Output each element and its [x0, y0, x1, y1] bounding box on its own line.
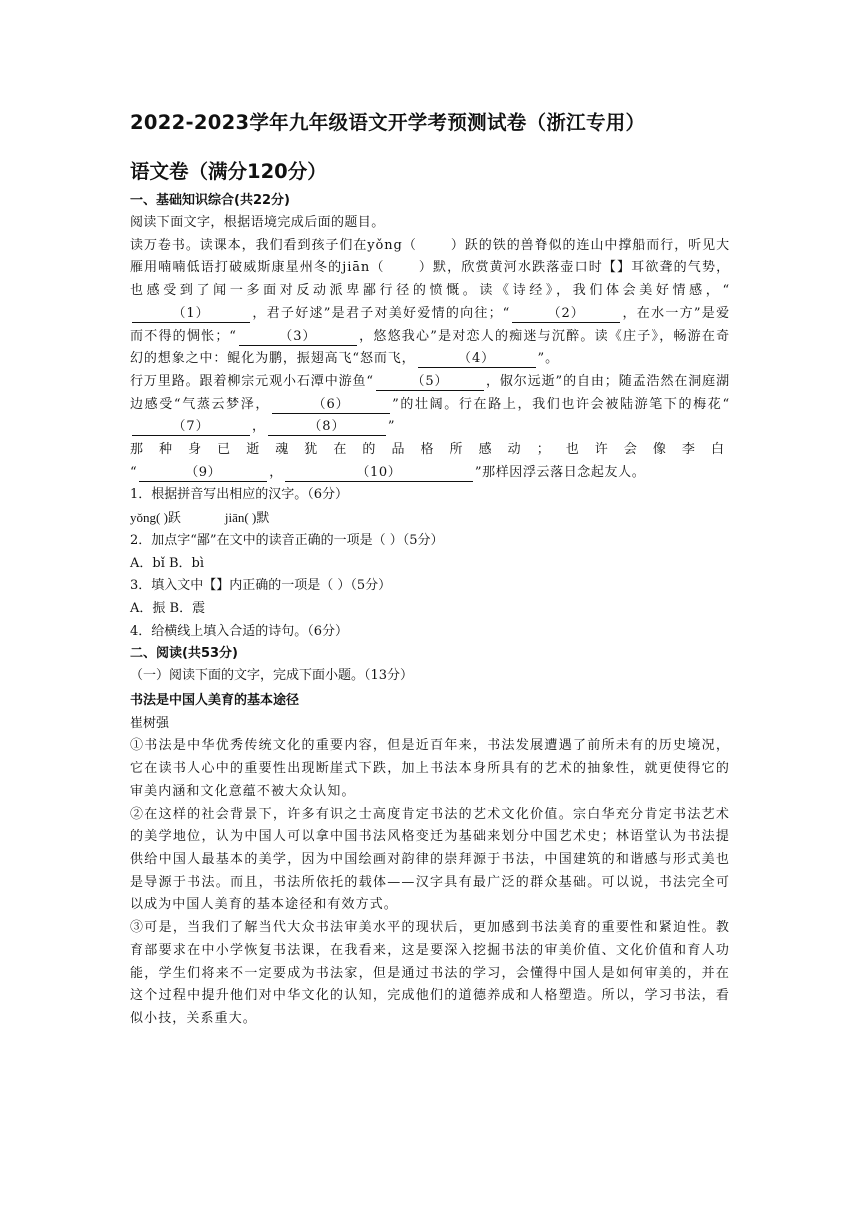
- article-body: [130, 735, 730, 1030]
- blank-9[interactable]: （9）: [139, 465, 267, 482]
- question-1-answer-line: [130, 507, 730, 530]
- blank-2[interactable]: （2）: [512, 306, 620, 323]
- blank-8[interactable]: （8）: [268, 419, 386, 436]
- passage-text: ，在水一方”是爱而不得的惆怅；“: [130, 305, 730, 344]
- blank-10[interactable]: （10）: [285, 465, 473, 482]
- question-4: 4．给横线上填入合适的诗句。（6分）: [130, 623, 349, 639]
- blank-1[interactable]: （1）: [132, 306, 250, 323]
- question-1: 1．根据拼音写出相应的汉字。（6分）: [130, 487, 349, 503]
- instruction-text: 阅读下面文字，根据语境完成后面的题目。: [130, 215, 385, 230]
- blank-5[interactable]: （5）: [376, 374, 484, 391]
- passage-text: ”那样因浮云落日念起友人。: [474, 464, 646, 480]
- exam-subtitle: 语文卷（满分120分）: [130, 160, 327, 183]
- passage-text: 那种身已逝魂犹在的品格所感动；也许会像李白: [130, 442, 730, 458]
- question-2: 2．加点字“鄙”在文中的读音正确的一项是（ ）（5分）: [130, 532, 444, 548]
- question-2-options[interactable]: A．bǐ B．bì: [130, 555, 205, 571]
- article-title: 书法是中国人美育的基本途径: [130, 693, 300, 709]
- blank-4[interactable]: （4）: [418, 351, 536, 368]
- question-3: 3．填入文中【】内正确的一项是（ ）（5分）: [130, 578, 392, 594]
- passage-text: ）默，欣赏黄河水跌落壶口时【】耳欲聋的气势，也感受到了闻一多面对反动派卑鄙行径的愤慨。读《诗经》，我们体会美好情感，“: [130, 260, 730, 299]
- passage-text: ，俶尔远逝”的自由；随孟浩然在洞庭湖边感受“气蒸云梦泽，: [130, 373, 730, 412]
- passage-text: ，悠悠我心”是对恋人的痴迷与沉醉。读《庄子》，畅游在奇幻的想象之中：鲲化为鹏，振翅高飞“怒而飞，: [130, 328, 730, 367]
- blank-7[interactable]: （7）: [132, 419, 250, 436]
- passage-spread-line: [130, 439, 730, 462]
- passage-text: ”。: [537, 351, 559, 367]
- article-paragraph-2: ②在这样的社会背景下，许多有识之士高度肯定书法的艺术文化价值。宗白华充分肯定书法艺术的美学地位，认为中国人可以拿中国书法风格变迁为基础来划分中国艺术史；林语堂认为书法提供给中国人最基本的美学，因为中国绘画对韵律的崇拜源于书法，中国建筑的和谐感与形式美也是导源于书法。而且，书法所依托的载体——汉字具有最广泛的群众基础。可以说，书法完全可以成为中国人美育的基本途径和有效方式。: [130, 806, 730, 913]
- exam-title: 2022-2023学年九年级语文开学考预测试卷（浙江专用）: [130, 111, 646, 134]
- blank-3[interactable]: （3）: [239, 329, 357, 346]
- passage-text: ，君子好逑”是君子对美好爱情的向往；“: [252, 305, 511, 321]
- passage-paragraph-travel: 行万里路。跟着柳宗元观小石潭中游鱼“ （5） ，俶尔远逝”的自由；随孟浩然在洞庭湖边感受“气蒸云梦泽， （6） ”的壮阔。行在路上，我们也许会被陆游笔下的梅花“（7） ， （8） ”: [130, 373, 730, 435]
- passage-text: ”: [387, 419, 396, 435]
- section-heading-reading: 二、阅读(共53分): [130, 646, 238, 662]
- passage-last-line: “ （9） ， （10） ”那样因浮云落日念起友人。: [130, 464, 646, 480]
- passage-text: ）跃的铁的兽脊似的连山中撑船而行，听见大雁用喃喃低语打破威斯康星州冬的jiān（: [130, 237, 730, 276]
- passage-paragraph-read: [130, 235, 730, 371]
- reading-intro: （一）阅读下面的文字，完成下面小题。（13分）: [130, 668, 414, 684]
- document-page: [130, 110, 730, 1031]
- passage-text: ”的壮阔。行在路上，我们也许会被陆游笔下的梅花“: [392, 396, 730, 412]
- answer-yong[interactable]: yǒng( )跃: [130, 510, 181, 526]
- question-3-options[interactable]: A．振 B．震: [130, 600, 206, 616]
- passage-text: 行万里路。跟着柳宗元观小石潭中游鱼“: [130, 373, 374, 389]
- section-heading-basics: 一、基础知识综合(共22分): [130, 193, 290, 208]
- passage-text: 读万卷书。读课本，我们看到孩子们在yǒng（: [130, 237, 417, 253]
- answer-jian[interactable]: jiān( )默: [224, 510, 270, 526]
- article-paragraph-3: ③可是，当我们了解当代大众书法审美水平的现状后，更加感到书法美育的重要性和紧迫性。教育部要求在中小学恢复书法课，在我看来，这是要深入挖掘书法的审美价值、文化价值和育人功能，学生们将来不一定要成为书法家，但是通过书法的学习，会懂得中国人是如何审美的，并在这个过程中提升他们对中华文化的认知，完成他们的道德养成和人格塑造。所以，学习书法，看似小技，关系重大。: [130, 920, 730, 1026]
- blank-6[interactable]: （6）: [272, 397, 390, 414]
- article-author: 崔树强: [130, 715, 170, 731]
- article-paragraph-1: ①书法是中华优秀传统文化的重要内容，但是近百年来，书法发展遭遇了前所未有的历史境况，它在读书人心中的重要性出现断崖式下跌，加上书法本身所具有的艺术的抽象性，就更使得它的审美内涵和文化意蕴不被大众认知。: [130, 738, 730, 799]
